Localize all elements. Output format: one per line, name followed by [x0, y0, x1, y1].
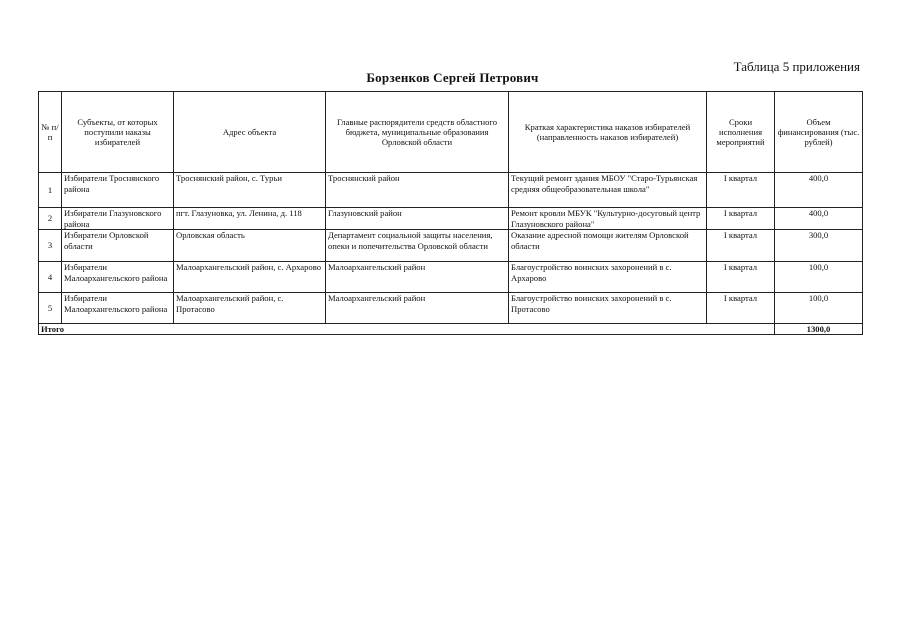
subjects-cell: Избиратели Малоархангельского района — [62, 262, 174, 293]
table-row — [39, 230, 863, 262]
column-header-managers: Главные распорядители средств областного бюджета, муниципальные образования Орловской области — [326, 92, 509, 173]
row-number: 3 — [39, 230, 62, 262]
column-header-address: Адрес объекта — [174, 92, 326, 173]
description-cell: Оказание адресной помощи жителям Орловской области — [509, 230, 707, 262]
funding-cell: 300,0 — [775, 230, 863, 262]
table-row — [39, 293, 863, 324]
funding-cell: 400,0 — [775, 173, 863, 208]
subjects-cell: Избиратели Троснянского района — [62, 173, 174, 208]
period-cell: I квартал — [707, 173, 775, 208]
description-cell: Благоустройство воинских захоронений в с. Протасово — [509, 293, 707, 324]
row-number: 5 — [39, 293, 62, 324]
row-number: 2 — [39, 208, 62, 230]
managers-cell: Малоархангельский район — [326, 293, 509, 324]
column-header-subjects: Субъекты, от которых поступили наказы избирателей — [62, 92, 174, 173]
page-title: Борзенков Сергей Петрович — [366, 70, 539, 85]
mandates-table — [38, 91, 863, 335]
column-header-description: Краткая характеристика наказов избирателей (направленность наказов избирателей) — [509, 92, 707, 173]
table-header-row — [39, 92, 863, 173]
description-cell: Текущий ремонт здания МБОУ "Старо-Турьянская средняя общеобразовательная школа" — [509, 173, 707, 208]
table-number-note: Таблица 5 приложения — [733, 59, 860, 74]
period-cell: I квартал — [707, 293, 775, 324]
managers-cell: Глазуновский район — [326, 208, 509, 230]
address-cell: Троснянский район, с. Турьи — [174, 173, 326, 208]
period-cell: I квартал — [707, 262, 775, 293]
address-cell: Малоархангельский район, с. Архарово — [174, 262, 326, 293]
subjects-cell: Избиратели Малоархангельского района — [62, 293, 174, 324]
table-row — [39, 173, 863, 208]
table-row — [39, 262, 863, 293]
subjects-cell: Избиратели Глазуновского района — [62, 208, 174, 230]
address-cell: Орловская область — [174, 230, 326, 262]
managers-cell: Департамент социальной защиты населения, опеки и попечительства Орловской области — [326, 230, 509, 262]
column-header-funding: Объем финансирования (тыс. рублей) — [775, 92, 863, 173]
managers-cell: Малоархангельский район — [326, 262, 509, 293]
total-amount: 1300,0 — [775, 324, 863, 335]
address-cell: пгт. Глазуновка, ул. Ленина, д. 118 — [174, 208, 326, 230]
table-row — [39, 208, 863, 230]
subjects-cell: Избиратели Орловской области — [62, 230, 174, 262]
total-row — [39, 324, 863, 335]
row-number: 4 — [39, 262, 62, 293]
description-cell: Ремонт кровли МБУК "Культурно-досуговый центр Глазуновского района" — [509, 208, 707, 230]
funding-cell: 100,0 — [775, 262, 863, 293]
total-label: Итого — [39, 324, 775, 335]
column-header-num: № п/п — [39, 92, 62, 173]
funding-cell: 400,0 — [775, 208, 863, 230]
row-number: 1 — [39, 173, 62, 208]
address-cell: Малоархангельский район, с. Протасово — [174, 293, 326, 324]
funding-cell: 100,0 — [775, 293, 863, 324]
managers-cell: Троснянский район — [326, 173, 509, 208]
period-cell: I квартал — [707, 208, 775, 230]
description-cell: Благоустройство воинских захоронений в с. Архарово — [509, 262, 707, 293]
period-cell: I квартал — [707, 230, 775, 262]
column-header-period: Сроки исполнения мероприятий — [707, 92, 775, 173]
